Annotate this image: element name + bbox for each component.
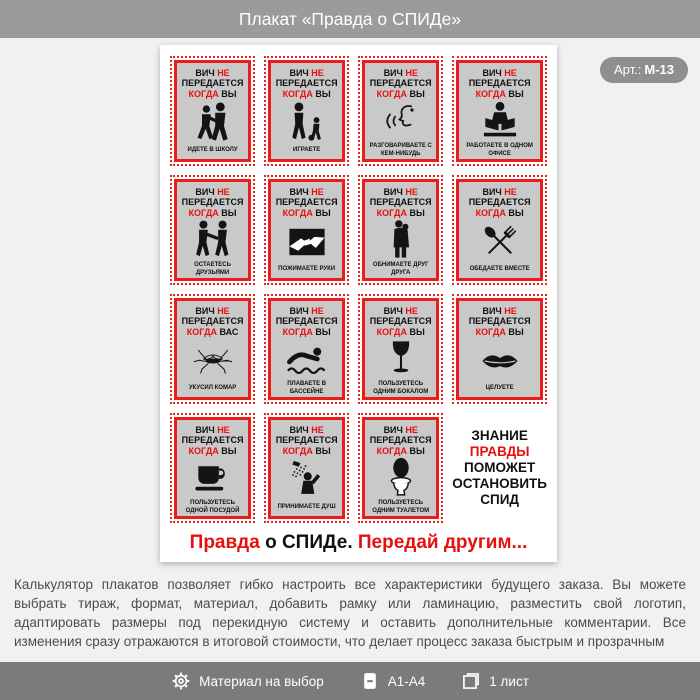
stamp	[264, 175, 349, 285]
cup-icon	[191, 456, 235, 500]
stamp-caption: ОБНИМАЕТЕ ДРУГ ДРУГА	[372, 262, 429, 276]
stamp-header: ВИЧ НЕ ПЕРЕДАЕТСЯ КОГДА ВЫ	[369, 306, 432, 337]
shower-icon	[285, 456, 329, 503]
stamp	[452, 294, 547, 404]
poster-grid	[160, 45, 557, 523]
knowledge-block	[452, 413, 547, 523]
footer-item-label: Материал на выбор	[199, 673, 324, 689]
mosquito-icon	[191, 337, 235, 384]
wine-glass-icon	[379, 337, 423, 381]
stamp	[358, 56, 443, 166]
stamp	[170, 56, 255, 166]
toilet-icon	[379, 456, 423, 500]
stamp-inner	[174, 60, 251, 162]
stamp-caption: ПОЖИМАЕТЕ РУКИ	[278, 265, 336, 272]
footer-item	[360, 671, 426, 691]
article-value: М-13	[644, 62, 674, 77]
stamp-header: ВИЧ НЕ ПЕРЕДАЕТСЯ КОГДА ВЫ	[181, 425, 244, 456]
knowledge-line: СПИД	[480, 492, 520, 508]
stamp-inner	[456, 298, 543, 400]
stamp-inner	[268, 179, 345, 281]
footer-item	[171, 671, 324, 691]
stamp	[170, 294, 255, 404]
lips-icon	[478, 337, 522, 384]
stamp-header: ВИЧ НЕ ПЕРЕДАЕТСЯ КОГДА ВЫ	[369, 187, 432, 218]
stamp-inner	[362, 179, 439, 281]
stamp-header: ВИЧ НЕ ПЕРЕДАЕТСЯ КОГДА ВЫ	[181, 187, 244, 218]
stamp-inner	[456, 60, 543, 162]
stamp-header: ВИЧ НЕ ПЕРЕДАЕТСЯ КОГДА ВЫ	[275, 425, 338, 456]
stamp-caption: ПЛАВАЕТЕ В БАССЕЙНЕ	[287, 381, 327, 395]
knowledge-line: ОСТАНОВИТЬ	[452, 476, 547, 492]
stamp-inner	[174, 179, 251, 281]
stamp	[358, 294, 443, 404]
tagline-part: Правда	[189, 531, 260, 553]
stamp-inner	[268, 60, 345, 162]
stamp-caption: РАБОТАЕТЕ В ОДНОМ ОФИСЕ	[466, 143, 533, 157]
talking-face-icon	[379, 99, 423, 143]
stamp-inner	[362, 60, 439, 162]
footer-item-label: 1 лист	[489, 673, 529, 689]
walking-couple-icon	[191, 99, 235, 146]
stamp-header: ВИЧ НЕ ПЕРЕДАЕТСЯ КОГДА ВЫ	[468, 187, 531, 218]
stamp-inner	[174, 298, 251, 400]
stamp-header: ВИЧ НЕ ПЕРЕДАЕТСЯ КОГДА ВЫ	[181, 68, 244, 99]
stamp	[264, 56, 349, 166]
stamp	[452, 175, 547, 285]
stamp-header: ВИЧ НЕ ПЕРЕДАЕТСЯ КОГДА ВАС	[181, 306, 244, 337]
stamp-caption: ИДЕТЕ В ШКОЛУ	[187, 146, 238, 153]
sheets-icon	[461, 671, 481, 691]
stamp-header: ВИЧ НЕ ПЕРЕДАЕТСЯ КОГДА ВЫ	[468, 306, 531, 337]
stamp-inner	[362, 298, 439, 400]
footer-bar	[0, 662, 700, 700]
stamp	[358, 175, 443, 285]
stamp-caption: РАЗГОВАРИВАЕТЕ С КЕМ-НИБУДЬ	[369, 143, 432, 157]
product-description: Калькулятор плакатов позволяет гибко настроить все характеристики будущего заказа. Вы можете выбрать тираж, формат, материал, добавить рамку или ламинацию, разместить свой логотип, адаптировать размеры под перекидную систему и оставить дополнительные комментарии. Все изменения сразу отражаются в итоговой стоимости, что делает процесс заказа быстрым и прозрачным	[14, 577, 686, 649]
stamp-caption: ИГРАЕТЕ	[293, 146, 321, 153]
footer-item	[461, 671, 529, 691]
stamp-header: ВИЧ НЕ ПЕРЕДАЕТСЯ КОГДА ВЫ	[369, 425, 432, 456]
poster-tagline	[160, 523, 557, 562]
stamp-caption: ОСТАЕТЕСЬ ДРУЗЬЯМИ	[194, 262, 231, 276]
stamp-header: ВИЧ НЕ ПЕРЕДАЕТСЯ КОГДА ВЫ	[275, 306, 338, 337]
stamp	[264, 413, 349, 523]
holding-hands-icon	[191, 218, 235, 262]
stamp-caption: ПРИНИМАЕТЕ ДУШ	[277, 503, 336, 510]
header-bar	[0, 0, 700, 38]
fork-spoon-icon	[478, 218, 522, 265]
tagline-part: о СПИДе.	[259, 531, 358, 553]
footer-item-label: А1-А4	[387, 673, 426, 689]
poster-image[interactable]	[160, 45, 557, 562]
stamp-caption: ЦЕЛУЕТЕ	[485, 384, 514, 391]
page-title: Плакат «Правда о СПИДе»	[238, 8, 462, 29]
adult-child-ball-icon	[285, 99, 329, 146]
tagline-part: Передай другим...	[357, 531, 528, 553]
stamp-header: ВИЧ НЕ ПЕРЕДАЕТСЯ КОГДА ВЫ	[369, 68, 432, 99]
article-label: Арт.:	[614, 62, 642, 77]
stamp	[170, 175, 255, 285]
stamp-inner	[268, 417, 345, 519]
stamp-inner	[174, 417, 251, 519]
hugging-icon	[379, 218, 423, 262]
stamp-inner	[268, 298, 345, 400]
article-badge	[600, 57, 688, 83]
stamp-caption: ПОЛЬЗУЕТЕСЬ ОДНИМ БОКАЛОМ	[373, 381, 429, 395]
office-reading-icon	[478, 99, 522, 143]
swimmer-icon	[285, 337, 329, 381]
stamp-header: ВИЧ НЕ ПЕРЕДАЕТСЯ КОГДА ВЫ	[468, 68, 531, 99]
stamp-caption: ПОЛЬЗУЕТЕСЬ ОДНОЙ ПОСУДОЙ	[185, 500, 240, 514]
stamp	[358, 413, 443, 523]
stamp-inner	[456, 179, 543, 281]
knowledge-line: ПОМОЖЕТ	[464, 459, 536, 475]
knowledge-line: ЗНАНИЕ	[471, 427, 528, 443]
stamp-caption: ОБЕДАЕТЕ ВМЕСТЕ	[469, 265, 530, 272]
stamp-header: ВИЧ НЕ ПЕРЕДАЕТСЯ КОГДА ВЫ	[275, 187, 338, 218]
document-icon	[360, 671, 380, 691]
stamp-caption: ПОЛЬЗУЕТЕСЬ ОДНИМ ТУАЛЕТОМ	[372, 500, 430, 514]
stamp-header: ВИЧ НЕ ПЕРЕДАЕТСЯ КОГДА ВЫ	[275, 68, 338, 99]
stamp	[170, 413, 255, 523]
stamp	[452, 56, 547, 166]
knowledge-line: ПРАВДЫ	[469, 443, 530, 459]
handshake-icon	[285, 218, 329, 265]
stamp	[264, 294, 349, 404]
gear-icon	[171, 671, 191, 691]
stamp-caption: УКУСИЛ КОМАР	[188, 384, 237, 391]
stamp-inner	[362, 417, 439, 519]
